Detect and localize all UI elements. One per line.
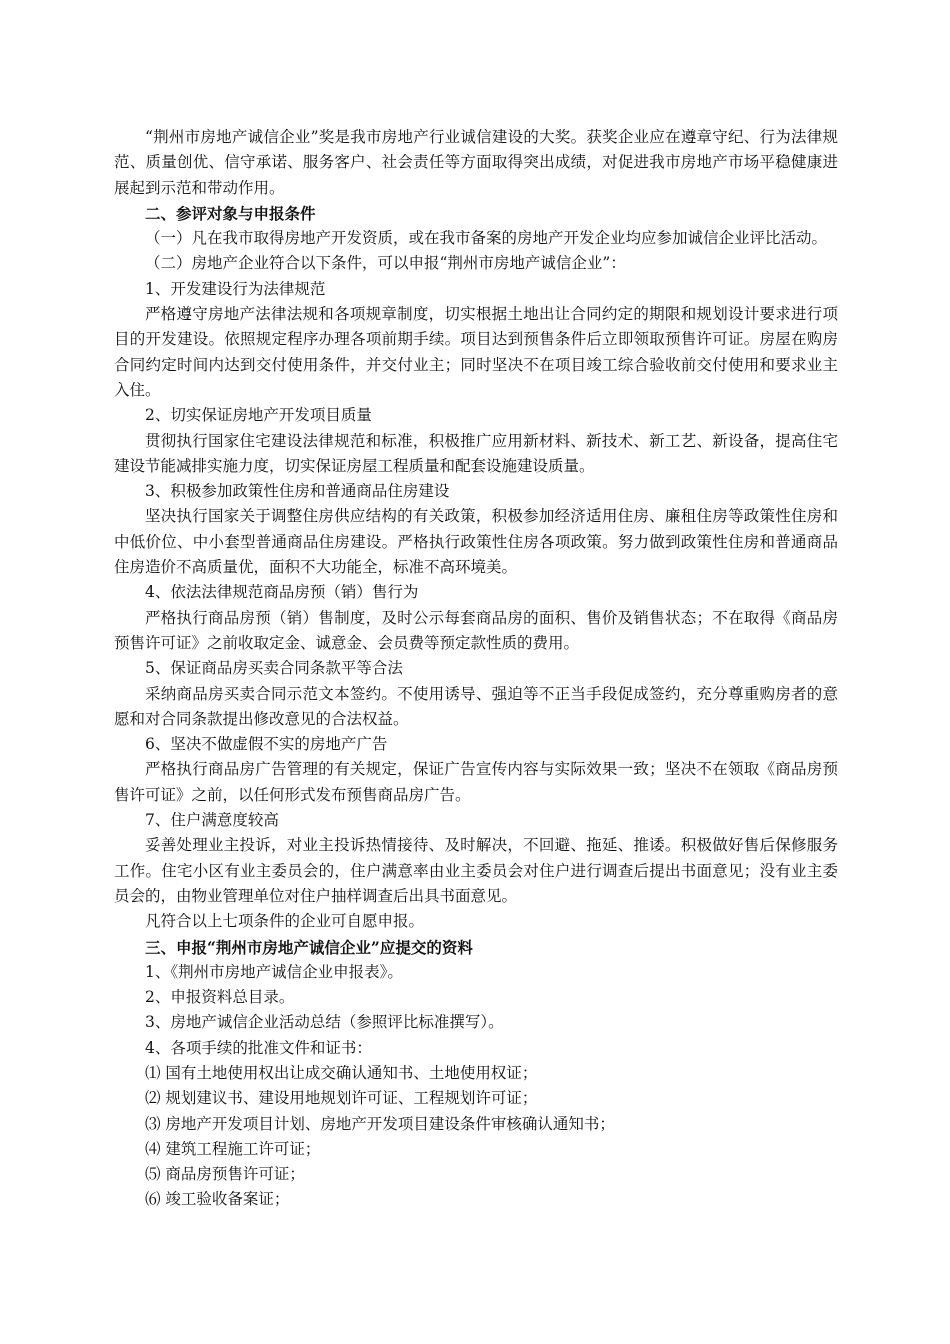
condition-body-3: 坚决执行国家关于调整住房供应结构的有关政策，积极参加经济适用住房、廉租住房等政策性住房和中低价位、中小套型普通商品住房建设。严格执行政策性住房各项政策。努力做到政策性住房和普通商品住房造价不高质量优，面积不大功能全，标准不高环境美。 — [114, 507, 838, 577]
condition-body-7: 妥善处理业主投诉，对业主投诉热情接待、及时解决，不回避、拖延、推诿。积极做好售后保修服务工作。住宅小区有业主委员会的，住户满意率由业主委员会对住户进行调查后提出书面意见；没有业主委员会的，由物业管理单位对住户抽样调查后出具书面意见。 — [114, 836, 838, 905]
document-page — [114, 125, 838, 1213]
section2-paragraph-1: （一）凡在我市取得房地产开发资质，或在我市备案的房地产开发企业均应参加诚信企业评比活动。 — [145, 229, 828, 248]
material-item-2: 2、申报资料总目录。 — [145, 988, 295, 1007]
section2-closing: 凡符合以上七项条件的企业可自愿申报。 — [145, 912, 425, 931]
subitem-4: ⑷ 建筑工程施工许可证； — [145, 1139, 321, 1158]
subitem-6: ⑹ 竣工验收备案证； — [145, 1190, 290, 1209]
condition-title-3: 3、积极参加政策性住房和普通商品住房建设 — [145, 482, 450, 501]
condition-body-6: 严格执行商品房广告管理的有关规定，保证广告宣传内容与实际效果一致；坚决不在领取《商品房预售许可证》之前，以任何形式发布预售商品房广告。 — [114, 760, 838, 804]
condition-title-1: 1、开发建设行为法律规范 — [145, 279, 326, 298]
section-heading-3: 三、申报“荆州市房地产诚信企业”应提交的资料 — [145, 937, 473, 957]
subitem-2: ⑵ 规划建议书、建设用地规划许可证、工程规划许可证； — [145, 1089, 538, 1108]
condition-body-2: 贯彻执行国家住宅建设法律规范和标准，积极推广应用新材料、新技术、新工艺、新设备，提高住宅建设节能减排实施力度，切实保证房屋工程质量和配套设施建设质量。 — [114, 431, 838, 475]
condition-title-4: 4、依法法律规范商品房预（销）售行为 — [145, 583, 419, 602]
subitem-1: ⑴ 国有土地使用权出让成交确认通知书、土地使用权证； — [145, 1063, 538, 1082]
material-item-4: 4、各项手续的批准文件和证书： — [145, 1038, 372, 1057]
section2-paragraph-2: （二）房地产企业符合以下条件，可以申报“荆州市房地产诚信企业”： — [145, 254, 626, 273]
condition-body-1: 严格遵守房地产法律法规和各项规章制度，切实根据土地出让合同约定的期限和规划设计要求进行项目的开发建设。依照规定程序办理各项前期手续。项目达到预售条件后立即领取预售许可证。房屋在购房合同约定时间内达到交付使用条件，并交付业主；同时坚决不在项目竣工综合验收前交付使用和要求业主入住。 — [114, 305, 838, 399]
condition-title-5: 5、保证商品房买卖合同条款平等合法 — [145, 659, 403, 678]
condition-title-6: 6、坚决不做虚假不实的房地产广告 — [145, 735, 388, 754]
subitem-5: ⑸ 商品房预售许可证； — [145, 1165, 305, 1184]
condition-body-5: 采纳商品房买卖合同示范文本签约。不使用诱导、强迫等不正当手段促成签约，充分尊重购房者的意愿和对合同条款提出修改意见的合法权益。 — [114, 684, 838, 728]
condition-title-7: 7、住户满意度较高 — [145, 811, 279, 830]
condition-title-2: 2、切实保证房地产开发项目质量 — [145, 406, 372, 425]
material-item-1: 1、《荆州市房地产诚信企业申报表》。 — [145, 962, 403, 981]
condition-body-4: 严格执行商品房预（销）售制度，及时公示每套商品房的面积、售价及销售状态；不在取得《商品房预售许可证》之前收取定金、诚意金、会员费等预定款性质的费用。 — [114, 608, 838, 652]
intro-paragraph: “荆州市房地产诚信企业”奖是我市房地产行业诚信建设的大奖。获奖企业应在遵章守纪、行为法律规范、质量创优、信守承诺、服务客户、社会责任等方面取得突出成绩，对促进我市房地产市场平稳健康进展起到示范和带动作用。 — [114, 128, 838, 197]
material-item-3: 3、房地产诚信企业活动总结（参照评比标准撰写）。 — [145, 1013, 504, 1032]
section-heading-2: 二、参评对象与申报条件 — [145, 203, 316, 223]
subitem-3: ⑶ 房地产开发项目计划、房地产开发项目建设条件审核确认通知书； — [145, 1114, 615, 1133]
